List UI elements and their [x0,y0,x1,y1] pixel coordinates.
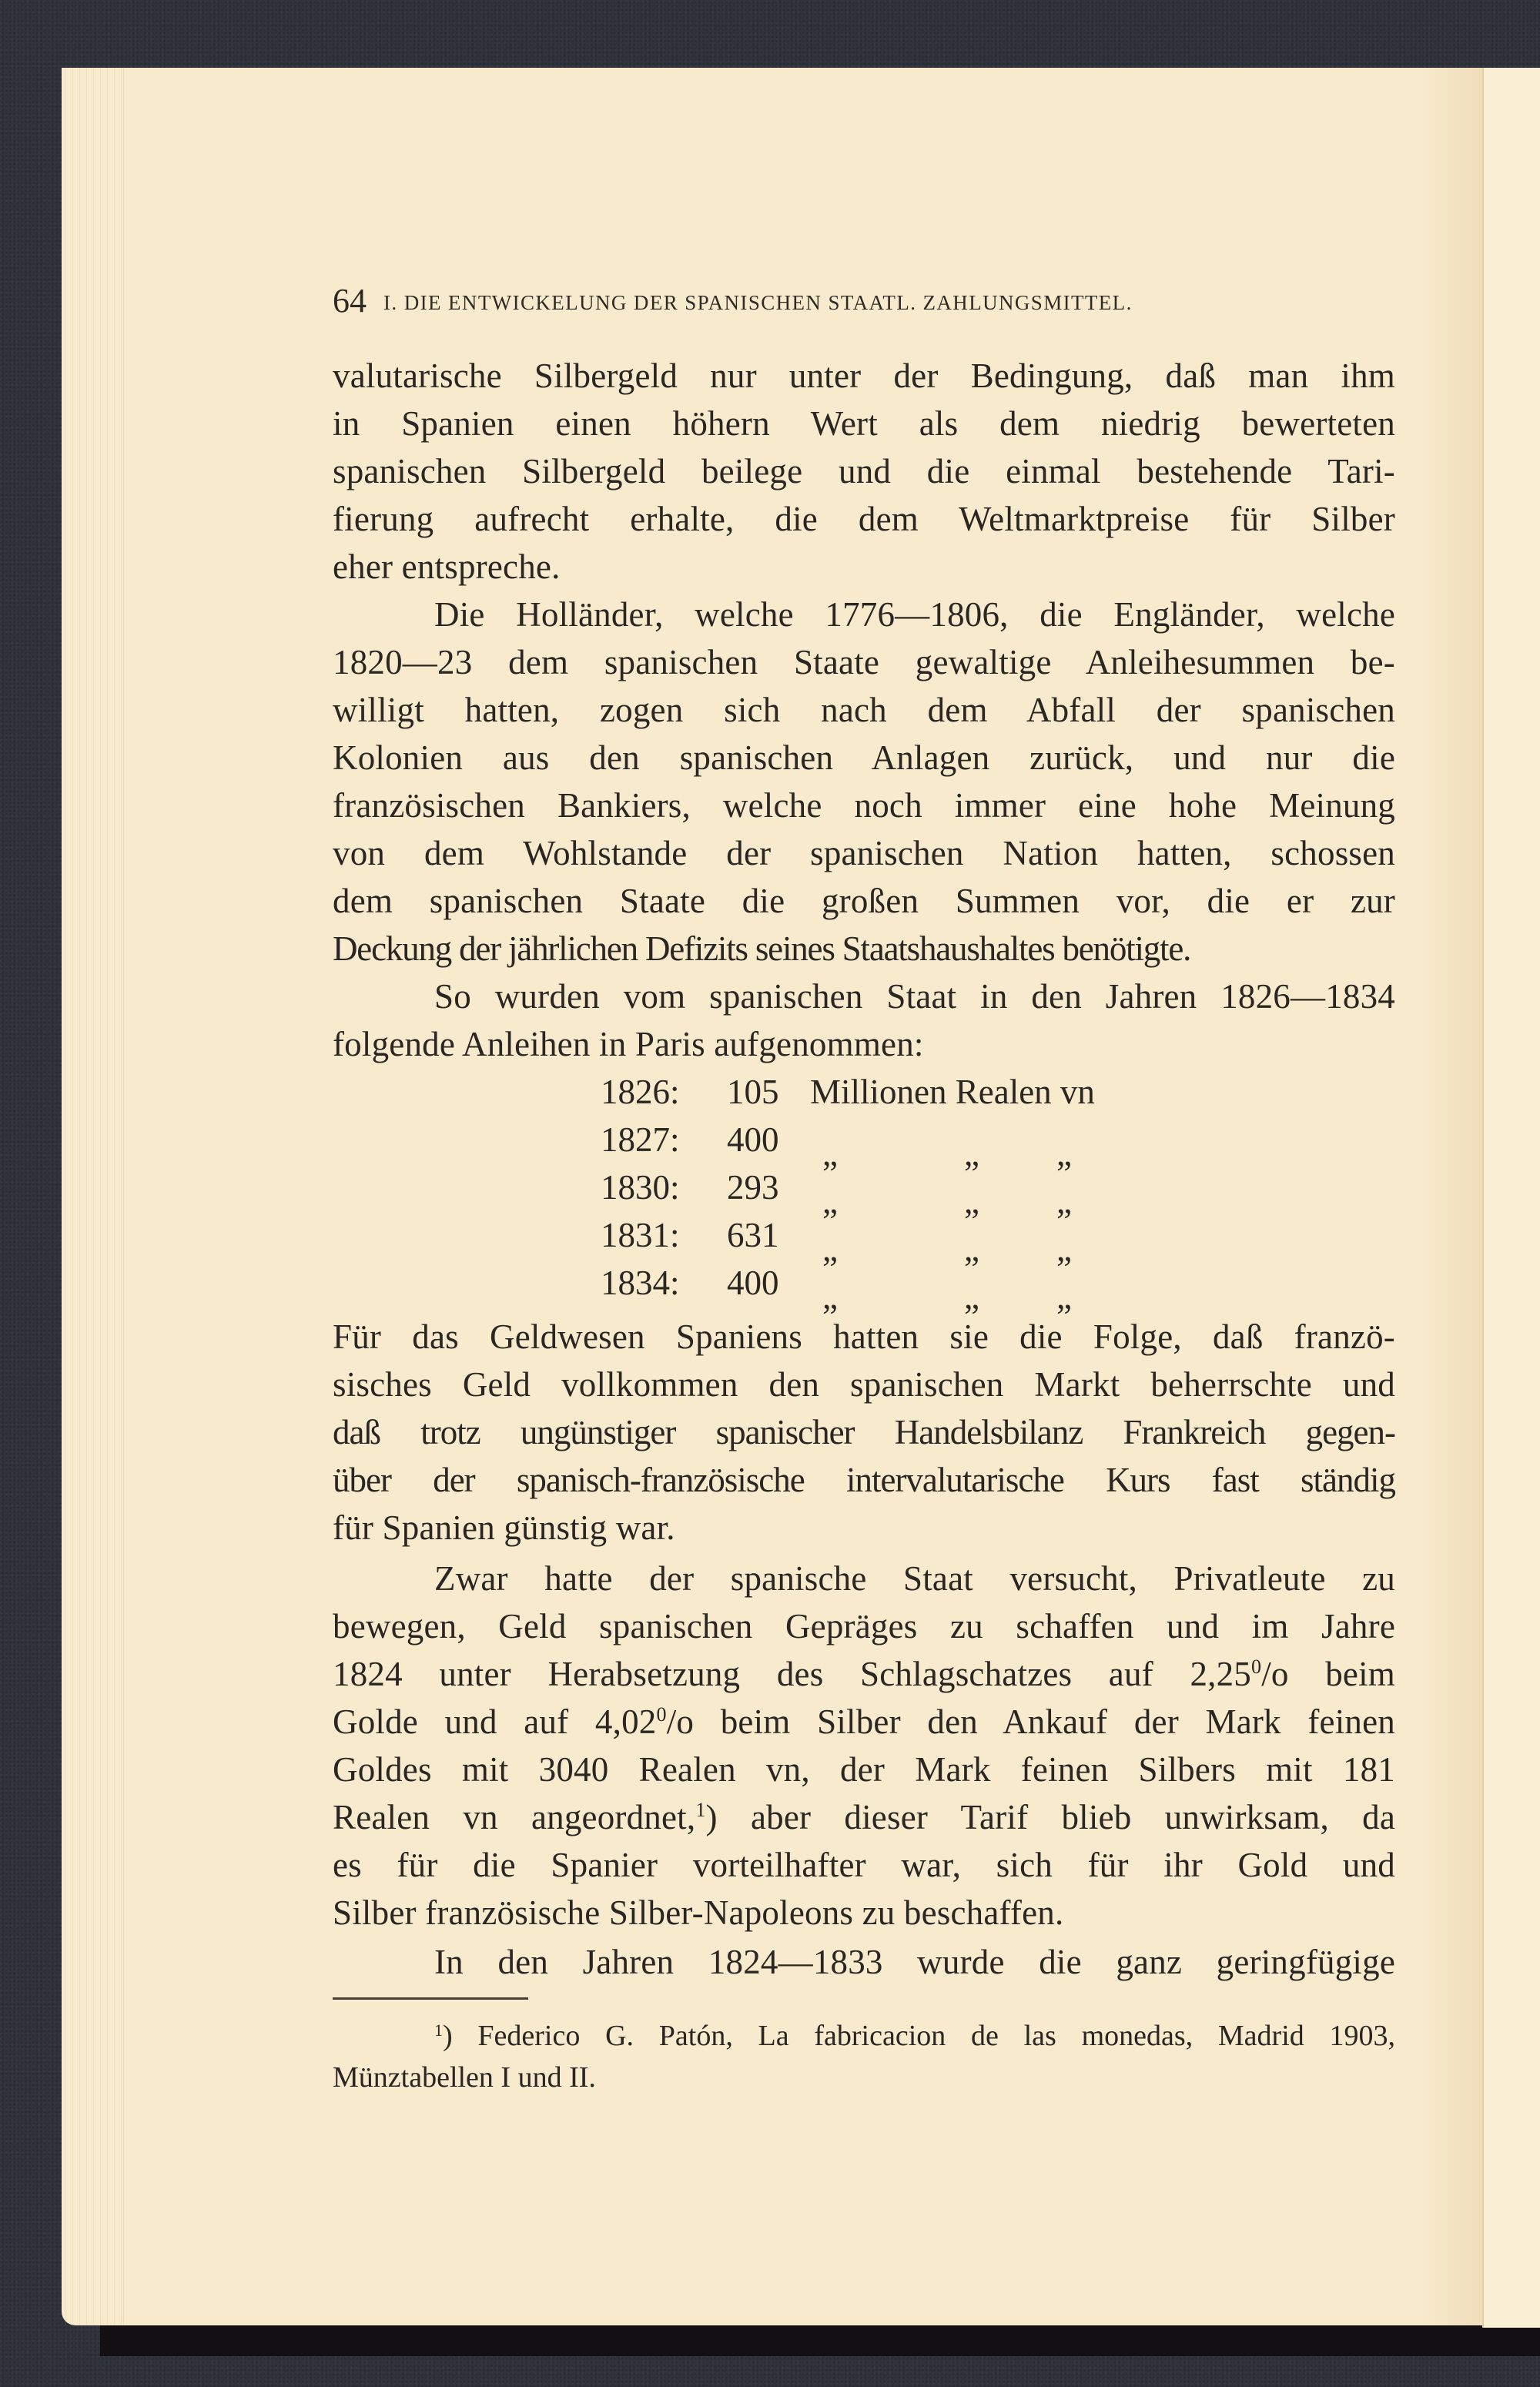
running-title: I. DIE ENTWICKELUNG DER SPANISCHEN STAATL. ZAHLUNGSMITTEL. [383,291,1133,314]
ditto-mark: „ [822,1230,838,1268]
table-row [333,1072,1103,1118]
body-line: bewegen, Geld spanischen Gepräges zu schaffen und im Jahre [333,1607,1395,1645]
body-line: über der spanisch-französische intervalutarische Kurs fast ständig [333,1461,1395,1499]
loan-year: 1826: [601,1073,680,1111]
body-line: dem spanischen Staate die großen Summen vor, die er zur [333,882,1395,920]
body-line: In den Jahren 1824—1833 wurde die ganz geringfügige [434,1943,1395,1981]
body-line [333,1654,1395,1694]
text-segment: /o beim [1261,1655,1395,1693]
body-line: von dem Wohlstande der spanischen Nation hatten, schossen [333,834,1395,872]
ditto-mark: „ [1056,1134,1072,1173]
body-line: Silber französische Silber-Napoleons zu beschaffen. [333,1893,1064,1932]
page-stack-edge [62,68,124,2325]
body-line: So wurden vom spanischen Staat in den Jahren 1826—1834 [434,977,1395,1016]
text-segment: ) aber dieser Tarif blieb unwirksam, da [705,1798,1395,1836]
ditto-mark: „ [1056,1277,1072,1316]
loan-year: 1834: [601,1264,680,1302]
body-line: eher entspreche. [333,547,561,586]
body-line: Goldes mit 3040 Realen vn, der Mark feinen Silbers mit 181 [333,1750,1395,1789]
text-segment: Realen vn angeordnet, [333,1798,696,1836]
footnote-line [333,2019,1395,2053]
body-line: valutarische Silbergeld nur unter der Bedingung, daß man ihm [333,357,1395,395]
loan-year: 1831: [601,1216,680,1254]
footnote-reference[interactable]: 1 [695,1799,706,1821]
body-line: spanischen Silbergeld beilege und die einmal bestehende Tari- [333,452,1395,490]
table-row [333,1263,1103,1316]
loan-amount: 631 [727,1216,779,1254]
loan-amount: 293 [727,1168,779,1207]
book-shadow [100,2324,1540,2356]
body-line: daß trotz ungünstiger spanischer Handelsbilanz Frankreich gegen- [333,1413,1395,1451]
table-row [333,1215,1103,1268]
body-line: französischen Bankiers, welche noch immer eine hohe Meinung [333,786,1395,825]
body-line [333,1797,1395,1837]
body-line: willigt hatten, zogen sich nach dem Abfall der spanischen [333,691,1395,729]
loan-year: 1827: [601,1120,680,1159]
loan-unit: Millionen Realen vn [810,1073,1095,1111]
body-line: in Spanien einen höhern Wert als dem niedrig bewerteten [333,404,1395,443]
body-line [333,1702,1395,1742]
footnote-marker: 1 [434,2020,443,2040]
page-number: 64 [333,282,367,320]
body-line: Für das Geldwesen Spaniens hatten sie die Folge, daß franzö- [333,1317,1395,1356]
ditto-mark: „ [964,1134,979,1173]
running-header [333,281,1395,320]
footnote-line: Münztabellen I und II. [333,2061,596,2094]
loan-amount: 400 [727,1264,779,1302]
table-row [333,1167,1103,1220]
page-gutter-shade [1417,68,1482,2325]
ditto-mark: „ [1056,1182,1072,1220]
ditto-mark: „ [964,1230,979,1268]
next-page-edge [1482,68,1540,2328]
body-line: sisches Geld vollkommen den spanischen Markt beherrschte und [333,1365,1395,1404]
loan-amount: 105 [727,1073,779,1111]
text-segment: /o beim Silber den Ankauf der Mark feinen [666,1702,1395,1741]
ditto-mark: „ [1056,1230,1072,1268]
percent-superscript: 0 [656,1703,667,1726]
footnote-text: ) Federico G. Patón, La fabricacion de las monedas, Madrid 1903, [443,2020,1395,2052]
loan-amount: 400 [727,1120,779,1159]
table-row [333,1120,1103,1173]
percent-superscript: 0 [1251,1656,1262,1678]
body-line: 1820—23 dem spanischen Staate gewaltige Anleihesummen be- [333,643,1395,681]
footnote-rule [333,1997,528,2000]
text-segment: 1824 unter Herabsetzung des Schlagschatzes auf 2,25 [333,1655,1252,1693]
body-line: Die Holländer, welche 1776—1806, die Engländer, welche [434,595,1395,634]
body-line: es für die Spanier vorteilhafter war, sich für ihr Gold und [333,1846,1395,1884]
body-line: Deckung der jährlichen Defizits seines Staatshaushaltes benötigte. [333,929,1191,968]
ditto-mark: „ [822,1134,838,1173]
ditto-mark: „ [822,1277,838,1316]
body-line: Zwar hatte der spanische Staat versucht, Privatleute zu [434,1559,1395,1598]
text-segment: Golde und auf 4,02 [333,1702,657,1741]
ditto-mark: „ [822,1182,838,1220]
ditto-mark: „ [964,1182,979,1220]
body-line: folgende Anleihen in Paris aufgenommen: [333,1025,924,1063]
body-line: Kolonien aus den spanischen Anlagen zurück, und nur die [333,738,1395,777]
loan-year: 1830: [601,1168,680,1207]
ditto-mark: „ [964,1277,979,1316]
body-line: für Spanien günstig war. [333,1508,675,1547]
body-line: fierung aufrecht erhalte, die dem Weltmarktpreise für Silber [333,500,1395,538]
